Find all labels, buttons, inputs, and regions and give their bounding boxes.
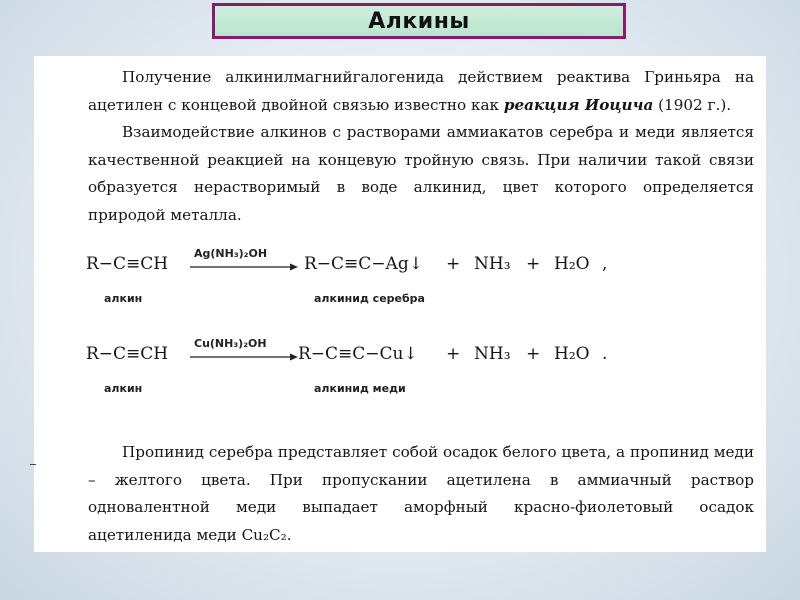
equation-copper <box>34 337 766 402</box>
equation-reactant: R−C≡CH <box>86 254 169 274</box>
equation-plus: + <box>526 344 541 364</box>
equation-end: . <box>602 344 608 364</box>
slide-title: Алкины <box>368 8 470 34</box>
equation-byproduct-water: H₂O <box>554 344 590 364</box>
equation-product: R−C≡C−Cu↓ <box>298 344 418 364</box>
equation-reactant: R−C≡CH <box>86 344 169 364</box>
slide-content <box>34 56 766 552</box>
paragraph-qualitative-reaction <box>88 119 754 229</box>
equation-byproduct-ammonia: NH₃ <box>474 344 511 364</box>
equation-product: R−C≡C−Ag↓ <box>304 254 423 274</box>
equation-product-label: алкинид меди <box>314 382 406 395</box>
equation-plus: + <box>526 254 541 274</box>
equation-end: , <box>602 254 608 274</box>
paragraph-qualitative-text: Взаимодействие алкинов с растворами аммиакатов серебра и меди является качественной реакцией на концевую тройную связь. При наличии такой связи образуется нерастворимый в воде алкинид, цвет которого определяется природой металла. <box>88 123 754 224</box>
reaction-name: реакция Иоцича <box>503 95 654 114</box>
equation-plus: + <box>446 344 461 364</box>
reaction-arrow-icon <box>190 352 300 362</box>
slide-title-box <box>212 3 626 39</box>
equation-reagent: Cu(NH₃)₂OH <box>194 337 267 350</box>
paragraph-propynide-text: Пропинид серебра представляет собой осадок белого цвета, а пропинид меди – желтого цвета. При пропускании ацетилена в аммиачный раствор одновалентной меди выпадает аморфный красно-фиолетовый осадок ацетиленида меди <box>88 443 754 544</box>
paragraph-propynide <box>88 439 754 549</box>
copper-acetylide-formula: Cu₂C₂ <box>241 525 287 544</box>
equation-plus: + <box>446 254 461 274</box>
equation-silver <box>34 247 766 312</box>
equation-reagent: Ag(NH₃)₂OH <box>194 247 268 260</box>
margin-dash <box>30 464 36 465</box>
paragraph-propynide-end: . <box>286 525 292 544</box>
equation-reactant-label: алкин <box>104 382 143 395</box>
reaction-arrow-icon <box>190 262 300 272</box>
paragraph-grignard <box>88 64 754 119</box>
paragraph-grignard-text: Получение алкинилмагнийгалогенида действием реактива Гриньяра на ацетилен с концевой двойной связью известно как <box>88 68 754 114</box>
equation-byproduct-water: H₂O <box>554 254 590 274</box>
equation-reactant-label: алкин <box>104 292 143 305</box>
paragraph-grignard-year: (1902 г.). <box>653 95 732 114</box>
equation-product-label: алкинид серебра <box>314 292 425 305</box>
equation-byproduct-ammonia: NH₃ <box>474 254 511 274</box>
